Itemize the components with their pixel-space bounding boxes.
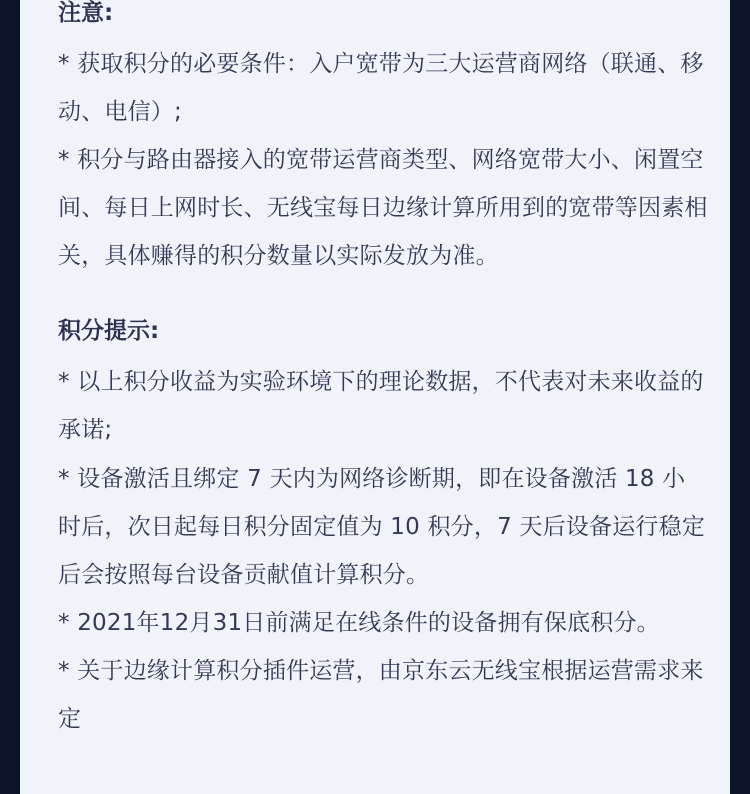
points-tips-title: 积分提示: bbox=[58, 318, 160, 344]
notice-title: 注意: bbox=[58, 0, 114, 26]
notice-item-factors: * 积分与路由器接入的宽带运营商类型、网络宽带大小、闲置空间、每日上网时长、无线宝每日边缘计算所用到的宽带等因素相关，具体赚得的积分数量以实际发放为准。 bbox=[58, 147, 708, 269]
info-card bbox=[20, 0, 730, 794]
tips-item-diagnosis-period: * 设备激活且绑定 7 天内为网络诊断期，即在设备激活 18 小时后，次日起每日积分固定值为 10 积分，7 天后设备运行稳定后会按照每台设备贡献值计算积分。 bbox=[58, 466, 706, 588]
tips-item-guaranteed-points: * 2021年12月31日前满足在线条件的设备拥有保底积分。 bbox=[58, 610, 660, 636]
tips-item-plugin-operation: * 关于边缘计算积分插件运营，由京东云无线宝根据运营需求来定 bbox=[58, 658, 704, 732]
notice-item-requirement: * 获取积分的必要条件：入户宽带为三大运营商网络（联通、移动、电信）; bbox=[58, 51, 704, 125]
tips-item-disclaimer: * 以上积分收益为实验环境下的理论数据，不代表对未来收益的承诺; bbox=[58, 369, 704, 443]
